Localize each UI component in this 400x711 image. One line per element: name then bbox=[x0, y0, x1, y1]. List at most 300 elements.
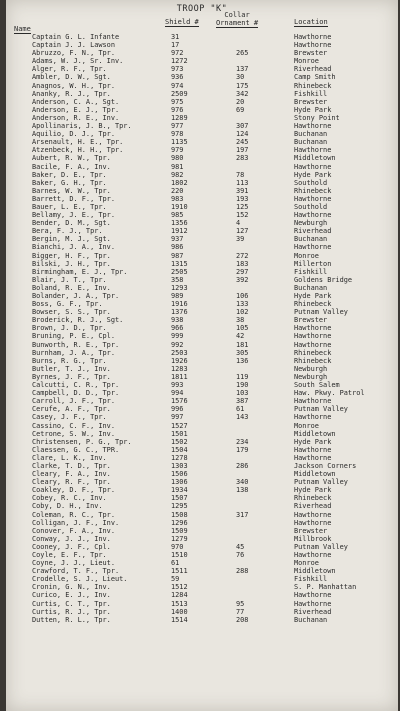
row-shield: 1514 bbox=[171, 615, 188, 624]
row-collar: 179 bbox=[236, 445, 249, 454]
table-row bbox=[6, 332, 398, 340]
table-row bbox=[6, 559, 398, 567]
row-location: Hawthorne bbox=[294, 453, 332, 462]
row-shield: 1278 bbox=[171, 453, 188, 462]
row-collar: 297 bbox=[236, 267, 249, 276]
row-shield: 993 bbox=[171, 381, 184, 390]
row-name: Baker, G. H., Tpr. bbox=[32, 178, 107, 187]
row-collar: 234 bbox=[236, 437, 249, 446]
table-row bbox=[6, 98, 398, 106]
row-shield: 1811 bbox=[171, 372, 188, 381]
row-shield: 970 bbox=[171, 542, 184, 551]
row-shield: 994 bbox=[171, 389, 184, 398]
row-location: Monroe bbox=[294, 421, 319, 430]
table-row bbox=[6, 308, 398, 316]
table-row bbox=[6, 268, 398, 276]
row-name: Cooney, J. F., Cpl. bbox=[32, 542, 111, 551]
row-collar: 119 bbox=[236, 372, 249, 381]
table-row bbox=[6, 349, 398, 357]
row-name: Anderson, C. A., Sgt. bbox=[32, 97, 120, 106]
row-location: Brewster bbox=[294, 526, 328, 535]
row-location: Buchanan bbox=[294, 235, 328, 244]
row-shield: 1376 bbox=[171, 308, 188, 317]
row-name: Baker, D. E., Tpr. bbox=[32, 170, 107, 179]
row-location: Southold bbox=[294, 178, 328, 187]
row-location: Millerton bbox=[294, 259, 332, 268]
row-name: Bilski, J. H., Tpr. bbox=[32, 259, 111, 268]
row-location: Rhinebeck bbox=[294, 300, 332, 309]
row-shield: 1283 bbox=[171, 364, 188, 373]
row-location: Riverhead bbox=[294, 65, 332, 74]
row-name: Cleary, F. A., Inv. bbox=[32, 470, 111, 479]
row-shield: 1306 bbox=[171, 478, 188, 487]
table-row bbox=[6, 154, 398, 162]
row-shield: 979 bbox=[171, 146, 184, 155]
table-row bbox=[6, 211, 398, 219]
table-row bbox=[6, 195, 398, 203]
row-location: Newburgh bbox=[294, 219, 328, 228]
row-shield: 986 bbox=[171, 243, 184, 252]
table-row bbox=[6, 494, 398, 502]
row-shield: 1507 bbox=[171, 494, 188, 503]
row-name: Anderson, R. E., Inv. bbox=[32, 113, 120, 122]
row-location: Brewster bbox=[294, 316, 328, 325]
row-location: Fishkill bbox=[294, 267, 328, 276]
row-shield: 1508 bbox=[171, 510, 188, 519]
header-collar-line1: Collar bbox=[224, 11, 250, 19]
row-name: Dutten, R. L., Tpr. bbox=[32, 615, 111, 624]
row-name: Cassino, C. F., Inv. bbox=[32, 421, 115, 430]
row-location: Brewster bbox=[294, 97, 328, 106]
row-name: Curtis, C. T., Tpr. bbox=[32, 599, 111, 608]
row-shield: 985 bbox=[171, 211, 184, 220]
row-name: Atzenbeck, H. H., Tpr. bbox=[32, 146, 124, 155]
row-shield: 982 bbox=[171, 170, 184, 179]
row-name: Conway, J. J., Inv. bbox=[32, 534, 111, 543]
table-row bbox=[6, 235, 398, 243]
table-row bbox=[6, 316, 398, 324]
row-location: Newburgh bbox=[294, 364, 328, 373]
table-row bbox=[6, 365, 398, 373]
row-name: Bacile, F. A., Inv. bbox=[32, 162, 111, 171]
row-collar: 175 bbox=[236, 81, 249, 90]
row-shield: 2503 bbox=[171, 348, 188, 357]
table-row bbox=[6, 543, 398, 551]
table-row bbox=[6, 422, 398, 430]
row-location: Hawthorne bbox=[294, 510, 332, 519]
row-collar: 136 bbox=[236, 356, 249, 365]
row-collar: 102 bbox=[236, 308, 249, 317]
row-shield: 1576 bbox=[171, 397, 188, 406]
row-collar: 103 bbox=[236, 389, 249, 398]
row-collar: 78 bbox=[236, 170, 245, 179]
table-row bbox=[6, 454, 398, 462]
row-collar: 307 bbox=[236, 122, 249, 131]
row-name: Captain G. L. Infante bbox=[32, 33, 120, 41]
row-collar: 152 bbox=[236, 211, 249, 220]
row-name: Christensen, P. G., Tpr. bbox=[32, 437, 132, 446]
table-row bbox=[6, 389, 398, 397]
row-name: Arsenault, H. E., Tpr. bbox=[32, 138, 124, 147]
row-location: Riverhead bbox=[294, 502, 332, 511]
row-shield: 983 bbox=[171, 194, 184, 203]
row-location: Putnam Valley bbox=[294, 478, 348, 487]
row-name: Ambler, D. W., Sgt. bbox=[32, 73, 111, 82]
table-row bbox=[6, 373, 398, 381]
table-row bbox=[6, 381, 398, 389]
row-collar: 61 bbox=[236, 405, 245, 414]
row-shield: 996 bbox=[171, 405, 184, 414]
row-location: Riverhead bbox=[294, 227, 332, 236]
row-name: Butler, T. J., Inv. bbox=[32, 364, 111, 373]
header-location: Location bbox=[294, 18, 328, 26]
row-shield: 1501 bbox=[171, 429, 188, 438]
row-shield: 972 bbox=[171, 49, 184, 58]
row-location: Stony Point bbox=[294, 113, 340, 122]
row-shield: 989 bbox=[171, 292, 184, 300]
row-shield: 2509 bbox=[171, 89, 188, 98]
row-shield: 1135 bbox=[171, 138, 188, 147]
row-name: Bolander, J. A., Tpr. bbox=[32, 292, 120, 300]
row-shield: 1510 bbox=[171, 551, 188, 559]
row-location: Putnam Valley bbox=[294, 308, 348, 317]
row-location: Brewster bbox=[294, 49, 328, 58]
row-location: Hyde Park bbox=[294, 486, 332, 495]
table-row bbox=[6, 49, 398, 57]
row-shield: 992 bbox=[171, 340, 184, 349]
row-collar: 138 bbox=[236, 486, 249, 495]
row-location: Hawthorne bbox=[294, 41, 332, 50]
row-location: Hawthorne bbox=[294, 324, 332, 333]
row-name: Abruzzo, F. N., Tpr. bbox=[32, 49, 115, 58]
row-name: Anderson, E. J., Tpr. bbox=[32, 105, 120, 114]
row-shield: 1916 bbox=[171, 300, 188, 309]
table-row bbox=[6, 122, 398, 130]
row-name: Coyle, E. F., Tpr. bbox=[32, 551, 107, 559]
row-location: Newburgh bbox=[294, 372, 328, 381]
header-name: Name bbox=[14, 25, 31, 33]
row-name: Barrett, D. F., Tpr. bbox=[32, 194, 115, 203]
row-name: Burnham, J. A., Tpr. bbox=[32, 348, 115, 357]
row-name: Birmingham, E. J., Tpr. bbox=[32, 267, 128, 276]
row-name: Anagnos, W. H., Tpr. bbox=[32, 81, 115, 90]
row-shield: 1315 bbox=[171, 259, 188, 268]
row-name: Bera, F. J., Tpr. bbox=[32, 227, 103, 236]
row-name: Bigger, H. F., Tpr. bbox=[32, 251, 111, 260]
row-location: Putnam Valley bbox=[294, 542, 348, 551]
row-name: Aquilio, D. J., Tpr. bbox=[32, 130, 115, 139]
header-collar-line2: Ornament # bbox=[216, 19, 259, 27]
table-row bbox=[6, 478, 398, 486]
row-collar: 20 bbox=[236, 97, 245, 106]
table-row bbox=[6, 106, 398, 114]
row-collar: 283 bbox=[236, 154, 249, 163]
row-name: Cobey, R. C., Inv. bbox=[32, 494, 107, 503]
row-collar: 190 bbox=[236, 381, 249, 390]
row-collar: 77 bbox=[236, 607, 245, 616]
table-row bbox=[6, 446, 398, 454]
table-row bbox=[6, 82, 398, 90]
table-row bbox=[6, 227, 398, 235]
table-row bbox=[6, 405, 398, 413]
table-row bbox=[6, 535, 398, 543]
row-location: Hawthorne bbox=[294, 332, 332, 341]
table-row bbox=[6, 357, 398, 365]
header-collar bbox=[216, 11, 258, 27]
row-shield: 1356 bbox=[171, 219, 188, 228]
row-collar: 127 bbox=[236, 227, 249, 236]
row-collar: 305 bbox=[236, 348, 249, 357]
row-shield: 999 bbox=[171, 332, 184, 341]
table-row bbox=[6, 575, 398, 583]
row-collar: 340 bbox=[236, 478, 249, 487]
row-name: Barnes, W. W., Tpr. bbox=[32, 186, 111, 195]
row-collar: 125 bbox=[236, 202, 249, 211]
row-name: Curico, E. J., Inv. bbox=[32, 591, 111, 600]
page-title: TROOP "K" bbox=[176, 4, 228, 14]
table-row bbox=[6, 413, 398, 421]
row-shield: 936 bbox=[171, 73, 184, 82]
row-name: Bergin, M. J., Sgt. bbox=[32, 235, 111, 244]
table-row bbox=[6, 470, 398, 478]
table-row bbox=[6, 252, 398, 260]
row-collar: 106 bbox=[236, 292, 249, 300]
row-location: Rhinebeck bbox=[294, 81, 332, 90]
row-collar: 245 bbox=[236, 138, 249, 147]
row-shield: 1295 bbox=[171, 502, 188, 511]
row-shield: 1511 bbox=[171, 567, 188, 576]
row-location: Hyde Park bbox=[294, 437, 332, 446]
row-name: Byrnes, J. F., Tpr. bbox=[32, 372, 111, 381]
row-location: Middletown bbox=[294, 470, 336, 479]
row-name: Bruning, P. E., Cpl. bbox=[32, 332, 115, 341]
row-location: Hyde Park bbox=[294, 105, 332, 114]
row-shield: 977 bbox=[171, 122, 184, 131]
row-shield: 1303 bbox=[171, 461, 188, 470]
row-location: Hawthorne bbox=[294, 162, 332, 171]
row-location: South Salem bbox=[294, 381, 340, 390]
table-row bbox=[6, 284, 398, 292]
row-shield: 31 bbox=[171, 33, 180, 41]
row-shield: 937 bbox=[171, 235, 184, 244]
row-location: Monroe bbox=[294, 559, 319, 568]
row-shield: 1527 bbox=[171, 421, 188, 430]
row-location: Hyde Park bbox=[294, 292, 332, 300]
row-shield: 1926 bbox=[171, 356, 188, 365]
table-row bbox=[6, 502, 398, 510]
row-name: Campbell, D. D., Tpr. bbox=[32, 389, 120, 398]
row-name: Curtis, R. J., Tpr. bbox=[32, 607, 111, 616]
row-name: Aubert, R. W., Tpr. bbox=[32, 154, 111, 163]
table-row bbox=[6, 527, 398, 535]
row-name: Coyne, J. J., Lieut. bbox=[32, 559, 115, 568]
row-name: Claessen, G. C., TPR. bbox=[32, 445, 120, 454]
row-collar: 42 bbox=[236, 332, 245, 341]
row-location: S. P. Manhattan bbox=[294, 583, 357, 592]
row-name: Coakley, D. F., Tpr. bbox=[32, 486, 115, 495]
row-name: Cerufe, A. F., Tpr. bbox=[32, 405, 111, 414]
roster-page bbox=[6, 0, 398, 711]
table-row bbox=[6, 138, 398, 146]
row-location: Southold bbox=[294, 202, 328, 211]
row-location: Hawthorne bbox=[294, 211, 332, 220]
row-name: Apollinaris, J. B., Tpr. bbox=[32, 122, 132, 131]
row-location: Hawthorne bbox=[294, 340, 332, 349]
row-collar: 391 bbox=[236, 186, 249, 195]
roster-table bbox=[6, 33, 398, 624]
table-row bbox=[6, 300, 398, 308]
row-name: Colligan, J. F., Inv. bbox=[32, 518, 120, 527]
table-row bbox=[6, 114, 398, 122]
row-collar: 95 bbox=[236, 599, 245, 608]
table-row bbox=[6, 438, 398, 446]
row-location: Rhinebeck bbox=[294, 494, 332, 503]
row-collar: 143 bbox=[236, 413, 249, 422]
row-collar: 4 bbox=[236, 219, 241, 228]
row-location: Hawthorne bbox=[294, 194, 332, 203]
row-location: Jackson Corners bbox=[294, 461, 357, 470]
row-shield: 980 bbox=[171, 154, 184, 163]
row-collar: 113 bbox=[236, 178, 249, 187]
row-name: Cleary, R. F., Tpr. bbox=[32, 478, 111, 487]
row-collar: 342 bbox=[236, 89, 249, 98]
table-row bbox=[6, 567, 398, 575]
row-name: Coleman, R. C., Tpr. bbox=[32, 510, 115, 519]
row-name: Crawford, T. F., Tpr. bbox=[32, 567, 120, 576]
row-name: Crodelle, S. J., Lieut. bbox=[32, 575, 128, 584]
row-name: Boland, R. E., Inv. bbox=[32, 283, 111, 292]
row-location: Middletown bbox=[294, 429, 336, 438]
header-shield: Shield # bbox=[165, 18, 199, 26]
row-shield: 973 bbox=[171, 65, 184, 74]
row-collar: 76 bbox=[236, 551, 245, 559]
row-shield: 975 bbox=[171, 97, 184, 106]
table-row bbox=[6, 616, 398, 624]
table-row bbox=[6, 292, 398, 300]
row-name: Captain J. J. Lawson bbox=[32, 41, 115, 50]
row-name: Coby, D. H., Inv. bbox=[32, 502, 103, 511]
table-row bbox=[6, 65, 398, 73]
table-row bbox=[6, 171, 398, 179]
row-shield: 987 bbox=[171, 251, 184, 260]
row-shield: 61 bbox=[171, 559, 180, 568]
row-collar: 30 bbox=[236, 73, 245, 82]
row-shield: 981 bbox=[171, 162, 184, 171]
table-row bbox=[6, 90, 398, 98]
row-location: Buchanan bbox=[294, 283, 328, 292]
table-row bbox=[6, 551, 398, 559]
row-location: Hawthorne bbox=[294, 591, 332, 600]
row-location: Riverhead bbox=[294, 607, 332, 616]
row-collar: 265 bbox=[236, 49, 249, 58]
table-row bbox=[6, 600, 398, 608]
row-shield: 358 bbox=[171, 275, 184, 284]
row-shield: 59 bbox=[171, 575, 180, 584]
row-shield: 1289 bbox=[171, 113, 188, 122]
table-row bbox=[6, 260, 398, 268]
row-name: Bunworth, R. E., Tpr. bbox=[32, 340, 120, 349]
table-row bbox=[6, 341, 398, 349]
table-row bbox=[6, 203, 398, 211]
row-shield: 1293 bbox=[171, 283, 188, 292]
row-location: Putnam Valley bbox=[294, 405, 348, 414]
row-location: Haw. Pkwy. Patrol bbox=[294, 389, 365, 398]
row-location: Monroe bbox=[294, 251, 319, 260]
row-collar: 286 bbox=[236, 461, 249, 470]
table-row bbox=[6, 583, 398, 591]
row-location: Buchanan bbox=[294, 130, 328, 139]
table-row bbox=[6, 430, 398, 438]
row-collar: 317 bbox=[236, 510, 249, 519]
row-shield: 1934 bbox=[171, 486, 188, 495]
row-location: Rhinebeck bbox=[294, 348, 332, 357]
table-row bbox=[6, 243, 398, 251]
row-collar: 208 bbox=[236, 615, 249, 624]
row-collar: 45 bbox=[236, 542, 245, 551]
table-row bbox=[6, 163, 398, 171]
row-name: Clarke, T. D., Tpr. bbox=[32, 461, 111, 470]
row-collar: 39 bbox=[236, 235, 245, 244]
row-collar: 38 bbox=[236, 316, 245, 325]
table-row bbox=[6, 276, 398, 284]
row-shield: 1513 bbox=[171, 599, 188, 608]
row-shield: 1502 bbox=[171, 437, 188, 446]
row-location: Fishkill bbox=[294, 89, 328, 98]
row-name: Casey, J. F., Tpr. bbox=[32, 413, 107, 422]
row-collar: 181 bbox=[236, 340, 249, 349]
table-row bbox=[6, 179, 398, 187]
row-collar: 105 bbox=[236, 324, 249, 333]
table-row bbox=[6, 73, 398, 81]
table-row bbox=[6, 146, 398, 154]
row-name: Bender, D. M., Sgt. bbox=[32, 219, 111, 228]
row-collar: 69 bbox=[236, 105, 245, 114]
row-collar: 133 bbox=[236, 300, 249, 309]
table-row bbox=[6, 397, 398, 405]
table-row bbox=[6, 519, 398, 527]
row-location: Hawthorne bbox=[294, 397, 332, 406]
row-location: Monroe bbox=[294, 57, 319, 66]
row-location: Middletown bbox=[294, 567, 336, 576]
row-name: Bianchi, J. A., Inv. bbox=[32, 243, 115, 252]
row-location: Camp Smith bbox=[294, 73, 336, 82]
table-row bbox=[6, 41, 398, 49]
row-name: Blair, J. T., Tpr. bbox=[32, 275, 107, 284]
row-location: Hawthorne bbox=[294, 146, 332, 155]
row-collar: 137 bbox=[236, 65, 249, 74]
row-shield: 1400 bbox=[171, 607, 188, 616]
row-location: Millbrook bbox=[294, 534, 332, 543]
table-row bbox=[6, 57, 398, 65]
row-collar: 193 bbox=[236, 194, 249, 203]
row-shield: 978 bbox=[171, 130, 184, 139]
row-collar: 124 bbox=[236, 130, 249, 139]
table-row bbox=[6, 486, 398, 494]
row-name: Conover, F. A., Inv. bbox=[32, 526, 115, 535]
row-location: Hawthorne bbox=[294, 445, 332, 454]
table-row bbox=[6, 608, 398, 616]
row-shield: 1512 bbox=[171, 583, 188, 592]
row-location: Hyde Park bbox=[294, 170, 332, 179]
row-name: Brown, J. D., Tpr. bbox=[32, 324, 107, 333]
table-row bbox=[6, 324, 398, 332]
row-name: Bowser, S. S., Tpr. bbox=[32, 308, 111, 317]
row-location: Hawthorne bbox=[294, 518, 332, 527]
row-location: Hawthorne bbox=[294, 551, 332, 559]
row-name: Broderick, R. J., Sgt. bbox=[32, 316, 124, 325]
row-shield: 1284 bbox=[171, 591, 188, 600]
row-name: Bellamy, J. E., Tpr. bbox=[32, 211, 115, 220]
